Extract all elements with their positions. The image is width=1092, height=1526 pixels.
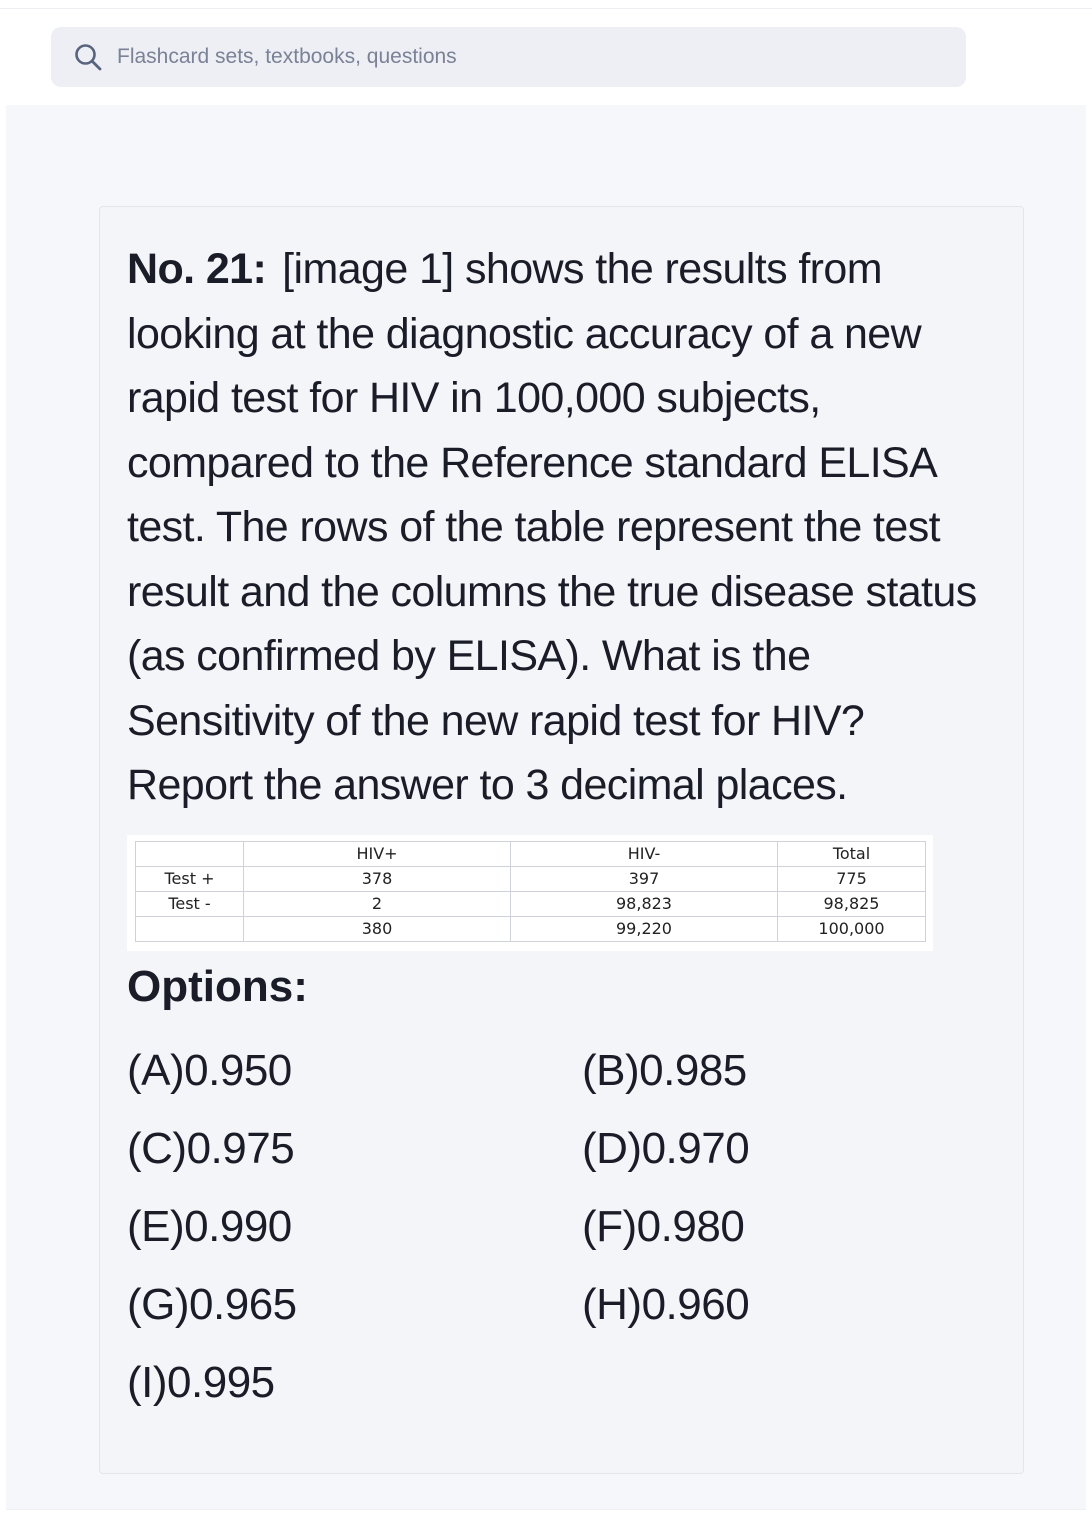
table-header-cell [136,842,244,867]
option-a[interactable]: (A)0.950 [127,1046,292,1095]
option-b[interactable]: (B)0.985 [582,1046,747,1095]
question-image [127,835,933,951]
table-row [136,867,926,892]
top-divider [0,8,1092,9]
table-cell: 775 [778,867,926,892]
table-cell: 98,823 [511,892,778,917]
options-heading: Options: [127,962,308,1011]
table-cell: 2 [244,892,511,917]
search-bar[interactable] [51,27,966,87]
table-row [136,917,926,942]
table-header-cell: Total [778,842,926,867]
bottom-divider [6,1509,1086,1510]
option-i[interactable]: (I)0.995 [127,1358,275,1407]
table-row [136,892,926,917]
search-input[interactable] [117,45,897,69]
contingency-table [135,841,926,942]
question-body: [image 1] shows the results from looking at the diagnostic accuracy of a new rapid test for HIV in 100,000 subjects, compared to the Reference standard ELISA test. The rows of the table represent the test result and the columns the true disease status (as confirmed by ELISA). What is the Sensitivity of the new rapid test for HIV? Report the answer to 3 decimal places. [127,245,977,809]
table-cell: 378 [244,867,511,892]
question-text-block [127,237,997,818]
table-cell [136,917,244,942]
option-h[interactable]: (H)0.960 [582,1280,750,1329]
search-icon [73,42,103,72]
option-e[interactable]: (E)0.990 [127,1202,292,1251]
table-cell: 380 [244,917,511,942]
table-cell: Test - [136,892,244,917]
option-f[interactable]: (F)0.980 [582,1202,745,1251]
table-header-row [136,842,926,867]
option-g[interactable]: (G)0.965 [127,1280,297,1329]
question-card [99,206,1024,1474]
table-header-cell: HIV+ [244,842,511,867]
table-cell: 397 [511,867,778,892]
table-cell: 100,000 [778,917,926,942]
option-d[interactable]: (D)0.970 [582,1124,750,1173]
table-cell: 98,825 [778,892,926,917]
question-number: No. 21: [127,245,267,293]
table-cell: Test + [136,867,244,892]
table-header-cell: HIV- [511,842,778,867]
option-c[interactable]: (C)0.975 [127,1124,295,1173]
table-cell: 99,220 [511,917,778,942]
